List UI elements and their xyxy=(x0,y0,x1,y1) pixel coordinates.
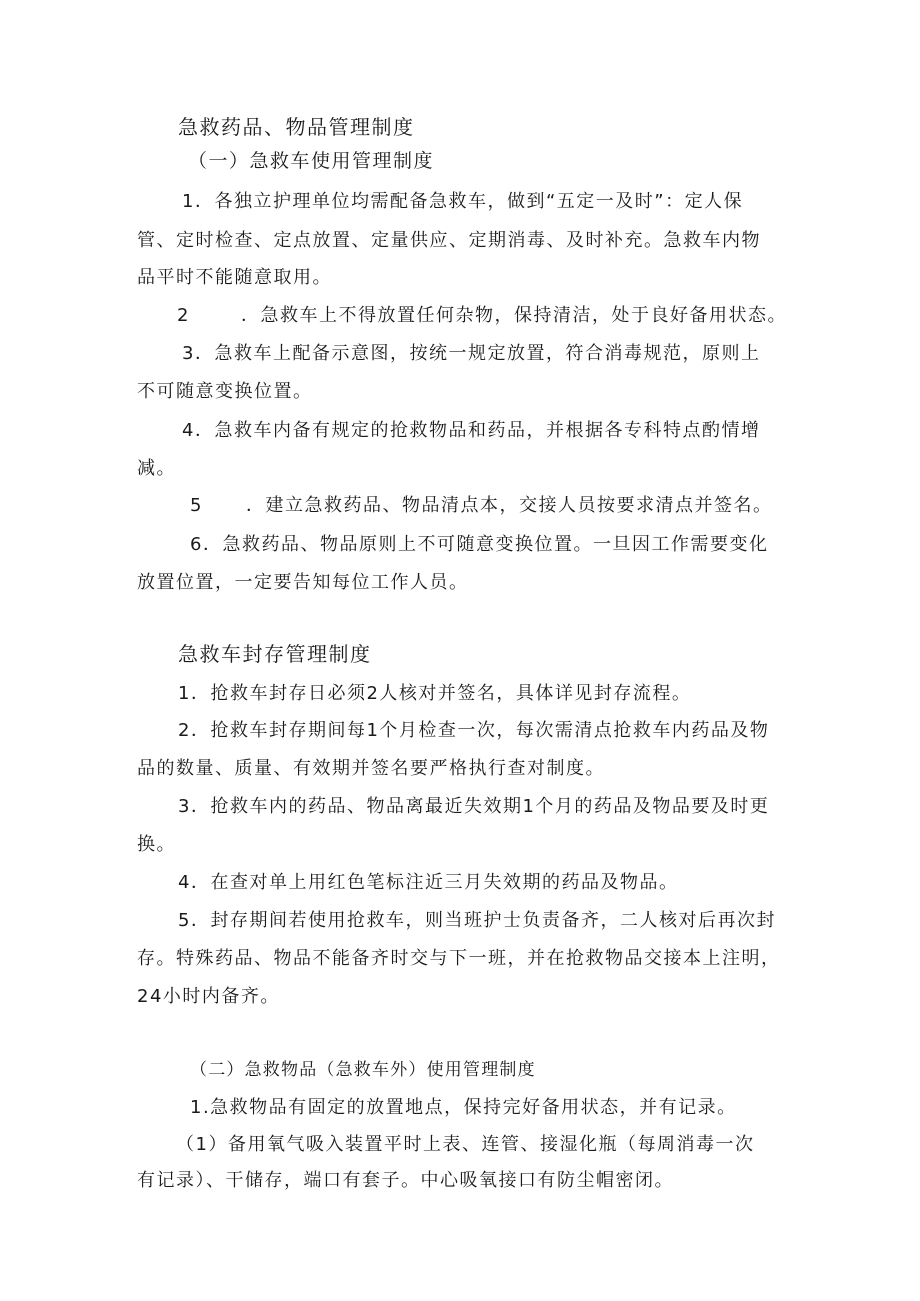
section-heading-cart-sealing: 急救车封存管理制度 xyxy=(178,642,372,666)
paragraph-item-5-line: 5．封存期间若使用抢救车，则当班护士负责备齐，二人核对后再次封 xyxy=(178,910,776,931)
paragraph-item-1-line xyxy=(182,190,743,214)
paragraph-item-2-line xyxy=(177,304,787,328)
paragraph-continuation: 换。 xyxy=(137,834,176,855)
paragraph-item-4-line: 4．在查对单上用红色笔标注近三月失效期的药品及物品。 xyxy=(178,872,679,893)
paragraph-item-3-line xyxy=(182,342,760,366)
paragraph-item-6-line xyxy=(190,533,768,557)
item-text: ．急救药品、物品原则上不可随意变换位置。一旦因工作需要变化 xyxy=(202,534,769,555)
paragraph-continuation: 品的数量、质量、有效期并签名要严格执行查对制度。 xyxy=(137,758,605,779)
paragraph-continuation: 品平时不能随意取用。 xyxy=(137,267,332,288)
item-number: 3 xyxy=(182,343,195,364)
paragraph-item-1-line: 1.急救物品有固定的放置地点，保持完好备用状态，并有记录。 xyxy=(190,1097,737,1118)
paragraph-item-1-line: 1．抢救车封存日必须2人核对并签名，具体详见封存流程。 xyxy=(178,683,692,704)
paragraph-continuation: 24小时内备齐。 xyxy=(137,986,280,1007)
paragraph-subitem-1-line: （1）备用氧气吸入装置平时上表、连管、接湿化瓶（每周消毒一次 xyxy=(176,1134,755,1155)
item-text: ．建立急救药品、物品清点本，交接人员按要求清点并签名。 xyxy=(246,495,773,516)
item-number: 5 xyxy=(190,495,203,516)
document-title: 急救药品、物品管理制度 xyxy=(178,115,415,139)
item-text: ．急救车上不得放置任何杂物，保持清洁，处于良好备用状态。 xyxy=(241,305,787,326)
item-number: 4 xyxy=(182,420,195,441)
item-number: 2 xyxy=(177,305,190,326)
item-number: 6 xyxy=(190,534,203,555)
paragraph-item-5-line xyxy=(190,494,773,518)
paragraph-continuation: 有记录）、干储存，端口有套子。中心吸氧接口有防尘帽密闭。 xyxy=(137,1170,674,1191)
paragraph-continuation: 管、定时检查、定点放置、定量供应、定期消毒、及时补充。急救车内物 xyxy=(137,230,761,251)
item-number: 1 xyxy=(182,191,195,212)
paragraph-item-4-line xyxy=(182,419,760,443)
item-text: ．急救车上配备示意图，按统一规定放置，符合消毒规范，原则上 xyxy=(194,343,761,364)
paragraph-item-2-line: 2．抢救车封存期间每1个月检查一次，每次需清点抢救车内药品及物 xyxy=(178,720,770,741)
paragraph-continuation: 放置位置，一定要告知每位工作人员。 xyxy=(137,572,469,593)
section-heading-emergency-supplies: （二）急救物品（急救车外）使用管理制度 xyxy=(190,1060,536,1080)
paragraph-continuation: 存。特殊药品、物品不能备齐时交与下一班，并在抢救物品交接本上注明， xyxy=(137,948,781,969)
paragraph-item-3-line: 3．抢救车内的药品、物品离最近失效期1个月的药品及物品要及时更 xyxy=(178,796,770,817)
section-heading-ambulance-cart: （一）急救车使用管理制度 xyxy=(188,150,435,172)
paragraph-continuation: 不可随意变换位置。 xyxy=(137,381,313,402)
item-text: ．急救车内备有规定的抢救物品和药品，并根据各专科特点酌情增 xyxy=(194,420,761,441)
paragraph-continuation: 减。 xyxy=(137,458,176,479)
item-text: ．各独立护理单位均需配备急救车，做到“五定一及时”：定人保 xyxy=(194,191,744,212)
